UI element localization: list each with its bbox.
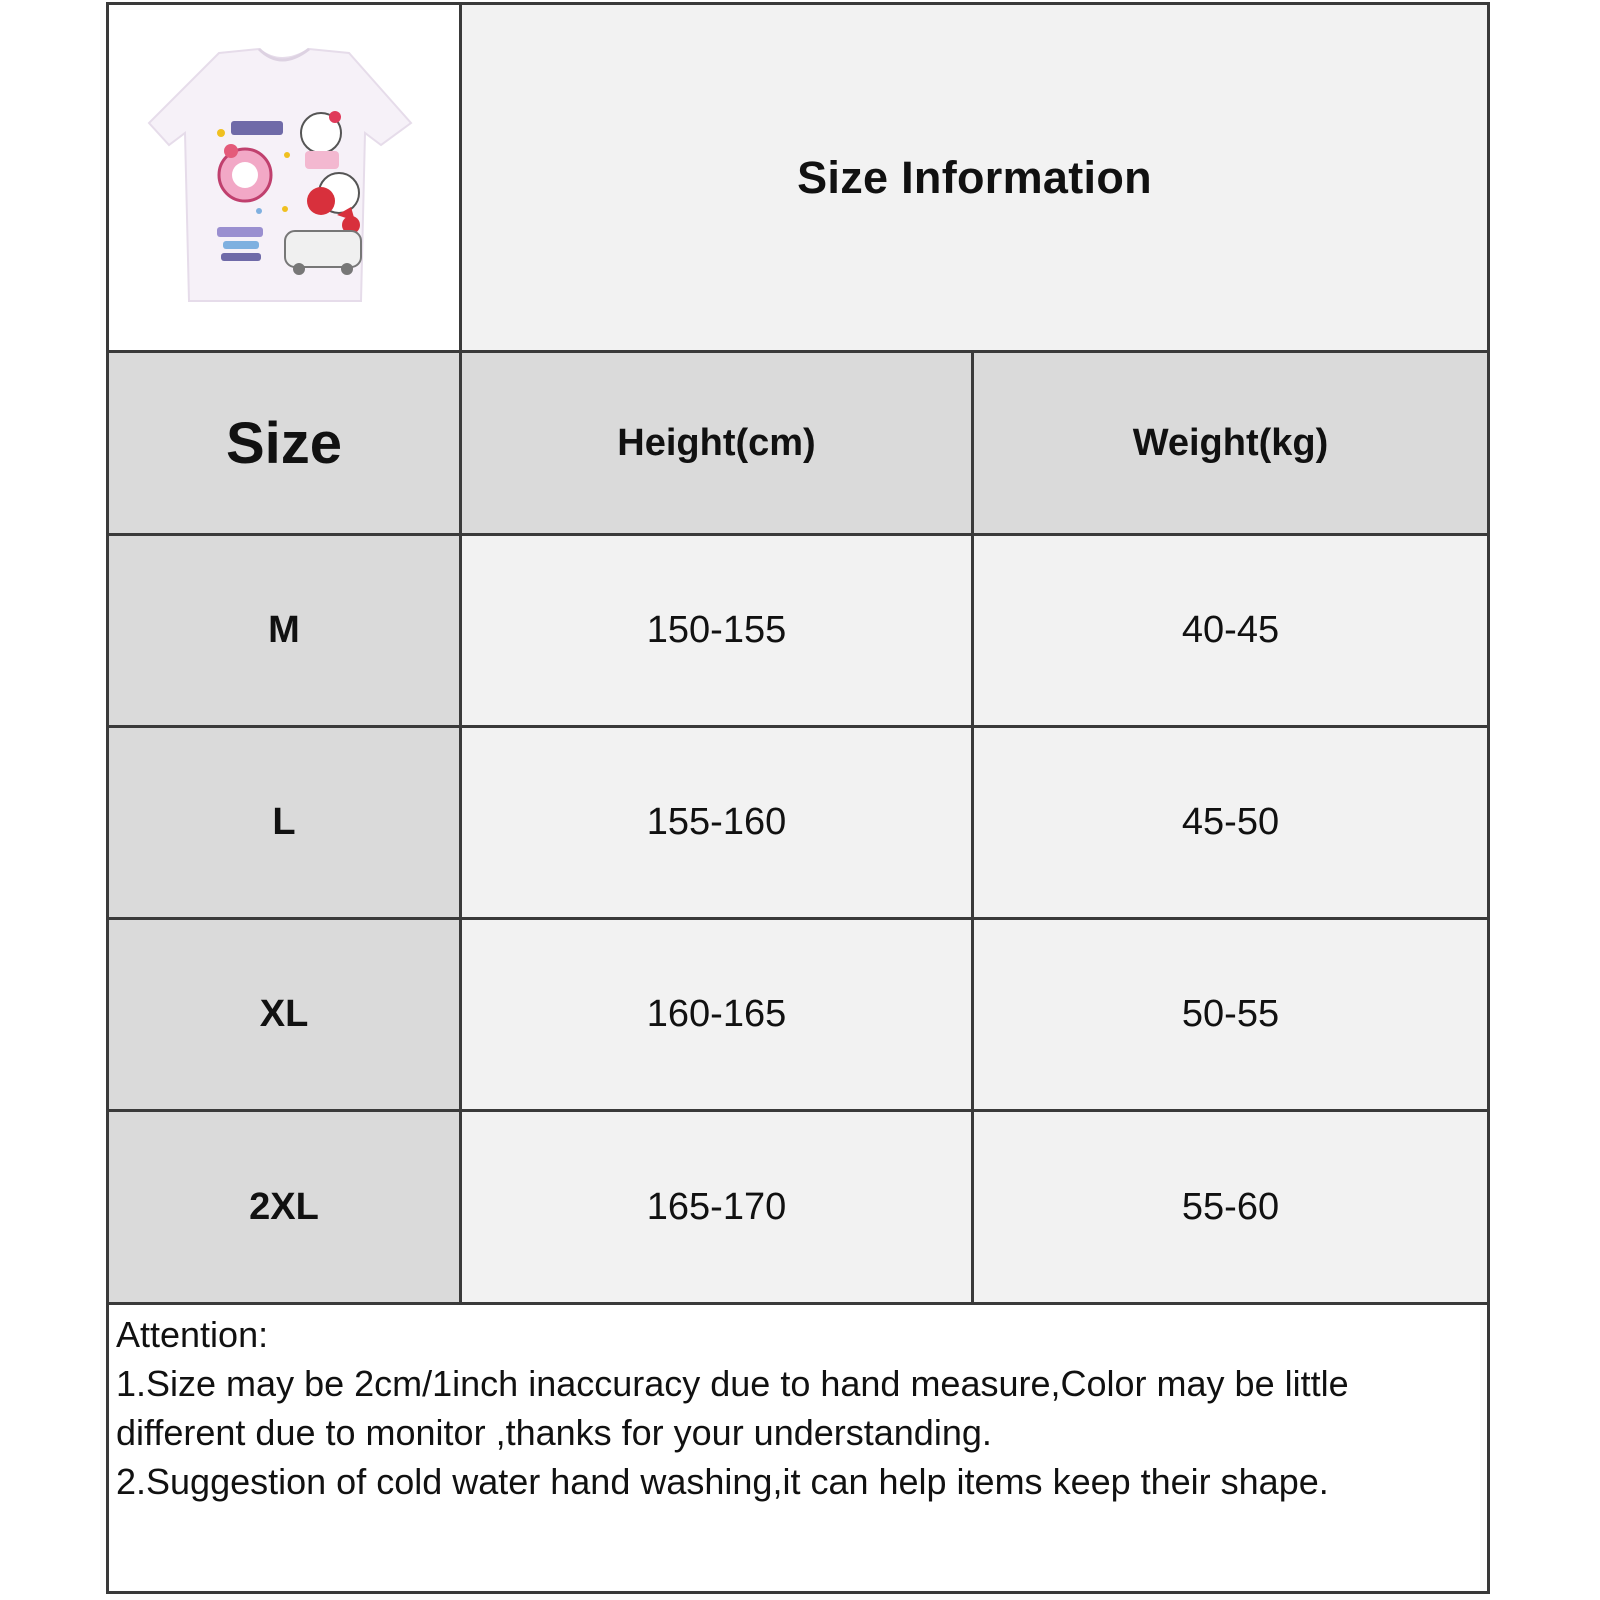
product-image bbox=[109, 5, 459, 350]
notes-line: 1.Size may be 2cm/1inch inaccuracy due to hand measure,Color may be little bbox=[116, 1363, 1349, 1404]
header-cell bbox=[462, 5, 1487, 350]
column-header-size bbox=[109, 353, 459, 533]
height-value: 150-155 bbox=[646, 609, 787, 651]
table-row-height bbox=[462, 920, 971, 1109]
table-row-weight bbox=[974, 920, 1487, 1109]
height-value: 165-170 bbox=[646, 1185, 787, 1228]
notes-line: different due to monitor ,thanks for your understanding. bbox=[116, 1412, 992, 1453]
table-row-weight bbox=[974, 728, 1487, 917]
height-value: 155-160 bbox=[646, 801, 787, 843]
size-label: XL bbox=[259, 993, 309, 1035]
table-row-height bbox=[462, 728, 971, 917]
size-label: M bbox=[268, 609, 300, 651]
table-row-weight bbox=[974, 1112, 1487, 1302]
grid-divider bbox=[459, 5, 462, 1302]
table-row-size bbox=[109, 728, 459, 917]
size-label: L bbox=[272, 801, 296, 843]
tshirt-icon bbox=[109, 5, 459, 350]
column-header-height-label: Height(cm) bbox=[617, 421, 816, 464]
column-header-weight-label: Weight(kg) bbox=[1132, 421, 1329, 464]
grid-divider bbox=[109, 350, 1487, 353]
page-title: Size Information bbox=[797, 151, 1152, 203]
table-row-size bbox=[109, 536, 459, 725]
table-row-size bbox=[109, 1112, 459, 1302]
height-value: 160-165 bbox=[646, 993, 787, 1035]
weight-value: 50-55 bbox=[1181, 993, 1280, 1035]
table-row-height bbox=[462, 536, 971, 725]
grid-divider bbox=[971, 353, 974, 1302]
attention-notes bbox=[109, 1305, 1487, 1591]
grid-divider bbox=[109, 533, 1487, 536]
notes-heading: Attention: bbox=[116, 1314, 269, 1355]
grid-divider bbox=[109, 725, 1487, 728]
size-label: 2XL bbox=[249, 1185, 319, 1228]
table-row-height bbox=[462, 1112, 971, 1302]
column-header-height bbox=[462, 353, 971, 533]
weight-value: 45-50 bbox=[1181, 801, 1280, 843]
column-header-size-label: Size bbox=[225, 410, 343, 476]
grid-divider bbox=[109, 1109, 1487, 1112]
table-row-size bbox=[109, 920, 459, 1109]
grid-divider bbox=[109, 917, 1487, 920]
weight-value: 55-60 bbox=[1181, 1185, 1280, 1228]
table-row-weight bbox=[974, 536, 1487, 725]
weight-value: 40-45 bbox=[1181, 609, 1280, 651]
notes-line: 2.Suggestion of cold water hand washing,it can help items keep their shape. bbox=[116, 1461, 1329, 1502]
column-header-weight bbox=[974, 353, 1487, 533]
size-chart bbox=[106, 2, 1490, 1594]
